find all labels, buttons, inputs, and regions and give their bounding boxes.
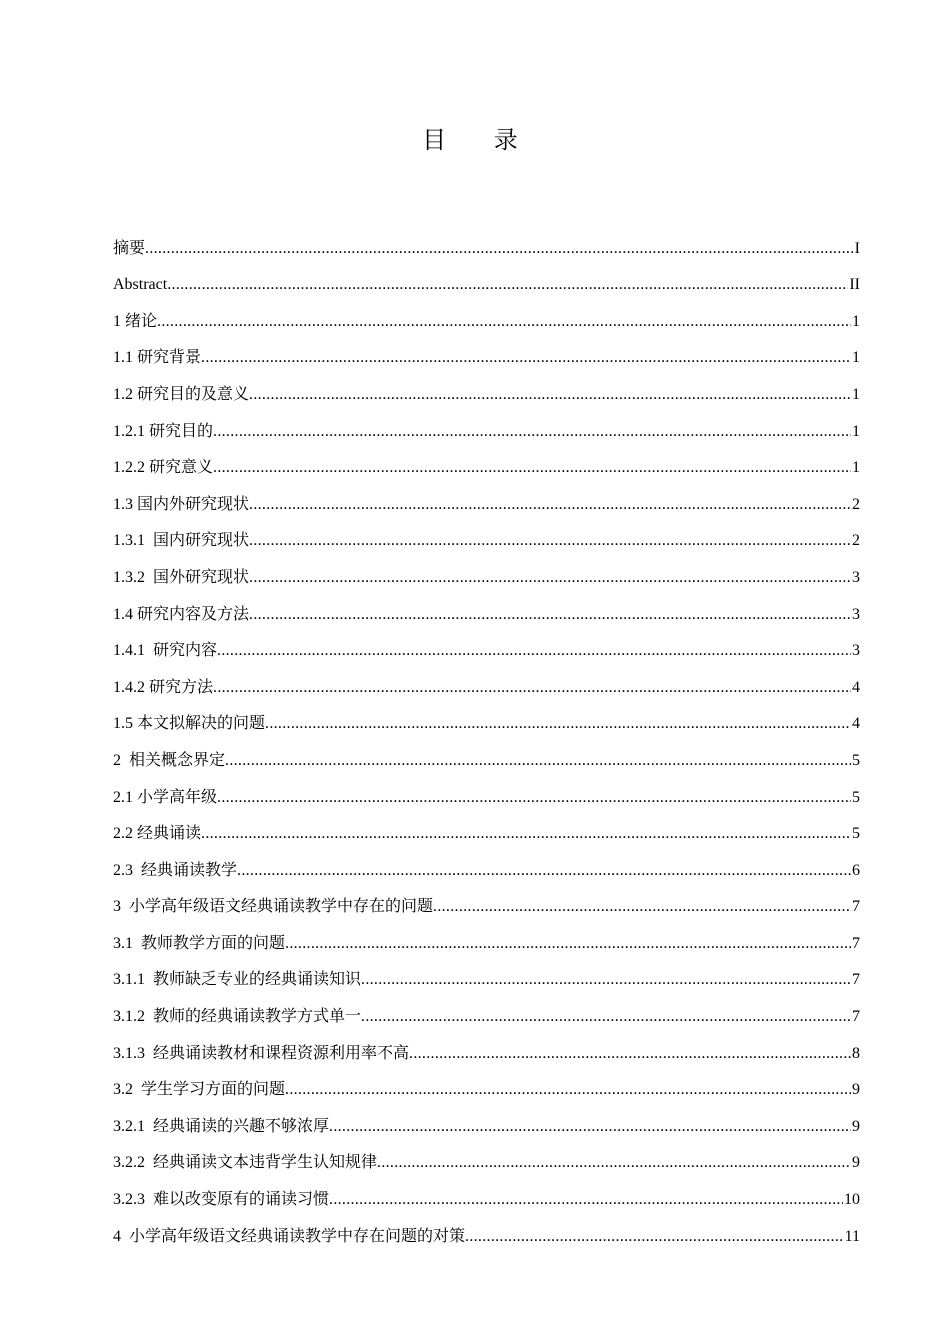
toc-dot-leader [249,527,851,555]
toc-entry-page-number: 7 [852,898,860,916]
toc-entry[interactable] [113,409,860,446]
toc-entry[interactable] [113,629,860,666]
toc-entry[interactable] [113,994,860,1031]
toc-entry[interactable] [113,665,860,702]
toc-entry-label: 2 相关概念界定 [113,751,226,769]
toc-entry[interactable] [113,592,860,629]
toc-entry-page-number: 4 [852,678,860,696]
toc-dot-leader [217,637,851,665]
toc-entry[interactable] [113,519,860,556]
toc-entry[interactable] [113,702,860,739]
toc-entry[interactable] [113,958,860,995]
toc-dot-leader [237,857,851,885]
toc-entry-label: 1 绪论 [113,312,158,330]
toc-dot-leader [249,491,851,519]
toc-dot-leader [249,564,851,592]
toc-entry-page-number: 9 [852,1117,860,1135]
toc-entry-page-number: 5 [852,788,860,806]
toc-entry-page-number: 7 [852,1008,860,1026]
toc-dot-leader [225,747,851,775]
toc-entry-page-number: 3 [852,605,860,623]
toc-entry-label: 1.1 研究背景 [113,349,202,367]
toc-title: 目 录 [422,126,538,154]
toc-entry[interactable] [113,885,860,922]
toc-dot-leader [217,784,851,812]
toc-entry-label: 3.1.2 教师的经典诵读教学方式单一 [113,1008,362,1026]
toc-dot-leader [285,1076,851,1104]
toc-entry-label: 摘要 [113,239,146,257]
toc-dot-leader [329,1186,843,1214]
toc-entry-page-number: 4 [852,715,860,733]
toc-entry-label: 2.1 小学高年级 [113,788,218,806]
toc-entry-label: 1.3.2 国外研究现状 [113,568,250,586]
toc-entry-page-number: 2 [852,495,860,513]
toc-dot-leader [465,1223,844,1251]
toc-entry-page-number: 9 [852,1154,860,1172]
toc-entry-label: 1.5 本文拟解决的问题 [113,715,266,733]
toc-dot-leader [329,1113,851,1141]
toc-entry-label: 3.1.3 经典诵读教材和课程资源利用率不高 [113,1044,410,1062]
toc-entry-page-number: 1 [852,349,860,367]
toc-entry-label: 3.1.1 教师缺乏专业的经典诵读知识 [113,971,362,989]
toc-entry-label: 1.4 研究内容及方法 [113,605,250,623]
toc-entry[interactable] [113,555,860,592]
toc-entry-page-number: 3 [852,568,860,586]
toc-entry-page-number: 10 [844,1191,860,1209]
toc-entry[interactable] [113,372,860,409]
toc-entry[interactable] [113,263,860,300]
toc-entry[interactable] [113,299,860,336]
toc-entry[interactable] [113,226,860,263]
toc-entry-label: 2.3 经典诵读教学 [113,861,238,879]
toc-entry[interactable] [113,1031,860,1068]
toc-entry-label: 1.4.1 研究内容 [113,642,218,660]
toc-entry-label: 3.1 教师教学方面的问题 [113,934,286,952]
toc-entry-label: 3.2.1 经典诵读的兴趣不够浓厚 [113,1117,330,1135]
toc-entry-label: 1.2 研究目的及意义 [113,385,250,403]
toc-entry[interactable] [113,738,860,775]
toc-entry-label: 4 小学高年级语文经典诵读教学中存在问题的对策 [113,1227,466,1245]
toc-entry[interactable] [113,1068,860,1105]
toc-entry[interactable] [113,812,860,849]
toc-dot-leader [213,418,851,446]
toc-entry-label: 2.2 经典诵读 [113,825,202,843]
toc-entry-label: 1.3.1 国内研究现状 [113,532,250,550]
toc-dot-leader [157,308,851,336]
toc-dot-leader [201,820,851,848]
toc-entry-page-number: 6 [852,861,860,879]
toc-dot-leader [285,930,851,958]
toc-entry-label: 3.2 学生学习方面的问题 [113,1081,286,1099]
toc-entry-page-number: 5 [852,825,860,843]
toc-entry[interactable] [113,482,860,519]
toc-entry[interactable] [113,848,860,885]
toc-dot-leader [409,1040,851,1068]
toc-dot-leader [213,454,851,482]
toc-entry-label: 3 小学高年级语文经典诵读教学中存在的问题 [113,898,434,916]
toc-entry-page-number: 3 [852,642,860,660]
toc-dot-leader [361,966,851,994]
toc-dot-leader [249,601,851,629]
toc-entry[interactable] [113,921,860,958]
toc-entry-page-number: 11 [844,1227,860,1245]
toc-entry-page-number: II [849,276,860,294]
toc-entry-label: 3.2.3 难以改变原有的诵读习惯 [113,1191,330,1209]
toc-dot-leader [167,271,848,299]
toc-entry-page-number: 1 [852,459,860,477]
toc-entry[interactable] [113,1104,860,1141]
toc-entry[interactable] [113,1177,860,1214]
toc-entry-label: 3.2.2 经典诵读文本违背学生认知规律 [113,1154,378,1172]
toc-entry-page-number: 8 [852,1044,860,1062]
toc-entry-page-number: 5 [852,751,860,769]
toc-entry[interactable] [113,446,860,483]
toc-dot-leader [265,710,851,738]
toc-dot-leader [249,381,851,409]
toc-dot-leader [377,1149,851,1177]
toc-entry[interactable] [113,1214,860,1251]
toc-entry-page-number: 2 [852,532,860,550]
toc-entry-page-number: 1 [852,422,860,440]
toc-entry-page-number: 1 [852,312,860,330]
toc-entry[interactable] [113,775,860,812]
toc-entry-label: 1.2.2 研究意义 [113,459,214,477]
toc-entry-page-number: I [854,239,860,257]
toc-dot-leader [213,674,851,702]
toc-dot-leader [361,1003,851,1031]
toc-dot-leader [433,893,851,921]
toc-entry-page-number: 9 [852,1081,860,1099]
toc-entry[interactable] [113,1141,860,1178]
toc-entry-label: 1.2.1 研究目的 [113,422,214,440]
toc-dot-leader [145,235,854,263]
toc-entry[interactable] [113,336,860,373]
toc-entry-label: 1.4.2 研究方法 [113,678,214,696]
toc-entry-page-number: 7 [852,934,860,952]
toc-dot-leader [201,344,851,372]
toc-entry-label: Abstract [113,276,168,294]
toc-entry-label: 1.3 国内外研究现状 [113,495,250,513]
toc-entry-page-number: 7 [852,971,860,989]
toc-entry-page-number: 1 [852,385,860,403]
toc-list [113,226,860,1251]
